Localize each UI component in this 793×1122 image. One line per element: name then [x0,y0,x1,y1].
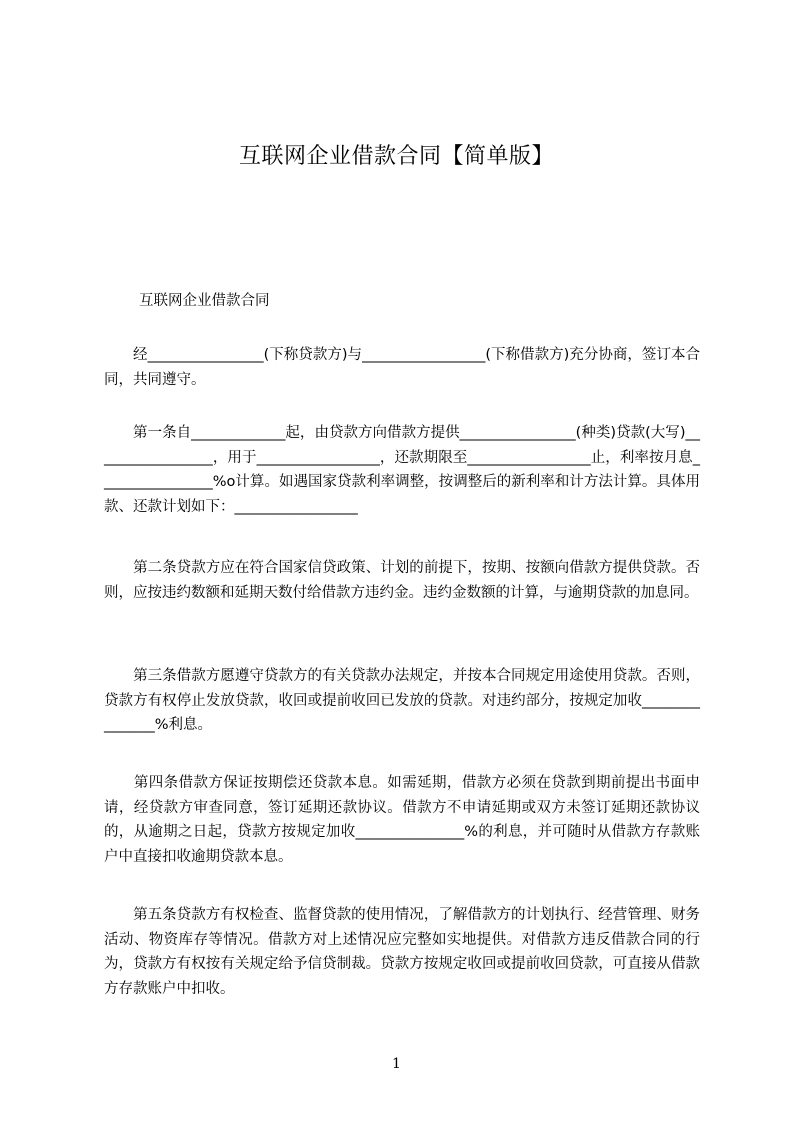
paragraph-article-4: 第四条借款方保证按期偿还贷款本息。如需延期，借款方必须在贷款到期前提出书面申请，经贷款方审查同意，签订延期还款协议。借款方不申请延期或双方未签订延期还款协议的，从逾期之日起，贷款方按规定加收_______________%的利息，并可随时从借款方存款账户中直接扣收逾期贷款本息。 [104,775,700,865]
paragraph-article-2: 第二条贷款方应在符合国家信贷政策、计划的前提下，按期、按额向借款方提供贷款。否则，应按违约数额和延期天数付给借款方违约金。违约金数额的计算，与逾期贷款的加息同。 [104,560,700,601]
page-number: 1 [392,1056,401,1072]
paragraph-preamble: 经________________(下称贷款方)与_________________(下称借款方)充分协商，签订本合同，共同遵守。 [104,347,700,388]
contract-subheading: 互联网企业借款合同 [139,293,270,309]
paragraph-article-5: 第五条贷款方有权检查、监督贷款的使用情况，了解借款方的计划执行、经营管理、财务活动、物资库存等情况。借款方对上述情况应完整如实地提供。对借款方违反借款合同的行为，贷款方有权按有关规定给予信贷制裁。贷款方按规定收回或提前收回贷款，可直接从借款方存款账户中扣收。 [104,907,700,997]
paragraph-article-3: 第三条借款方愿遵守贷款方的有关贷款办法规定，并按本合同规定用途使用贷款。否则，贷款方有权停止发放贷款，收回或提前收回已发放的贷款。对违约部分，按规定加收_______________%利息。 [104,668,700,733]
document-title: 互联网企业借款合同【简单版】 [238,144,554,169]
paragraph-article-1: 第一条自_____________起，由贷款方向借款方提供________________(种类)贷款(大写)_________________，用于_________________，还款期限至_________________止，利率按月息________________%o计算。如遇国家贷款利率调整，按调整后的新利率和计方法计算。具体用款、还款计划如下：_________________ [104,425,700,515]
